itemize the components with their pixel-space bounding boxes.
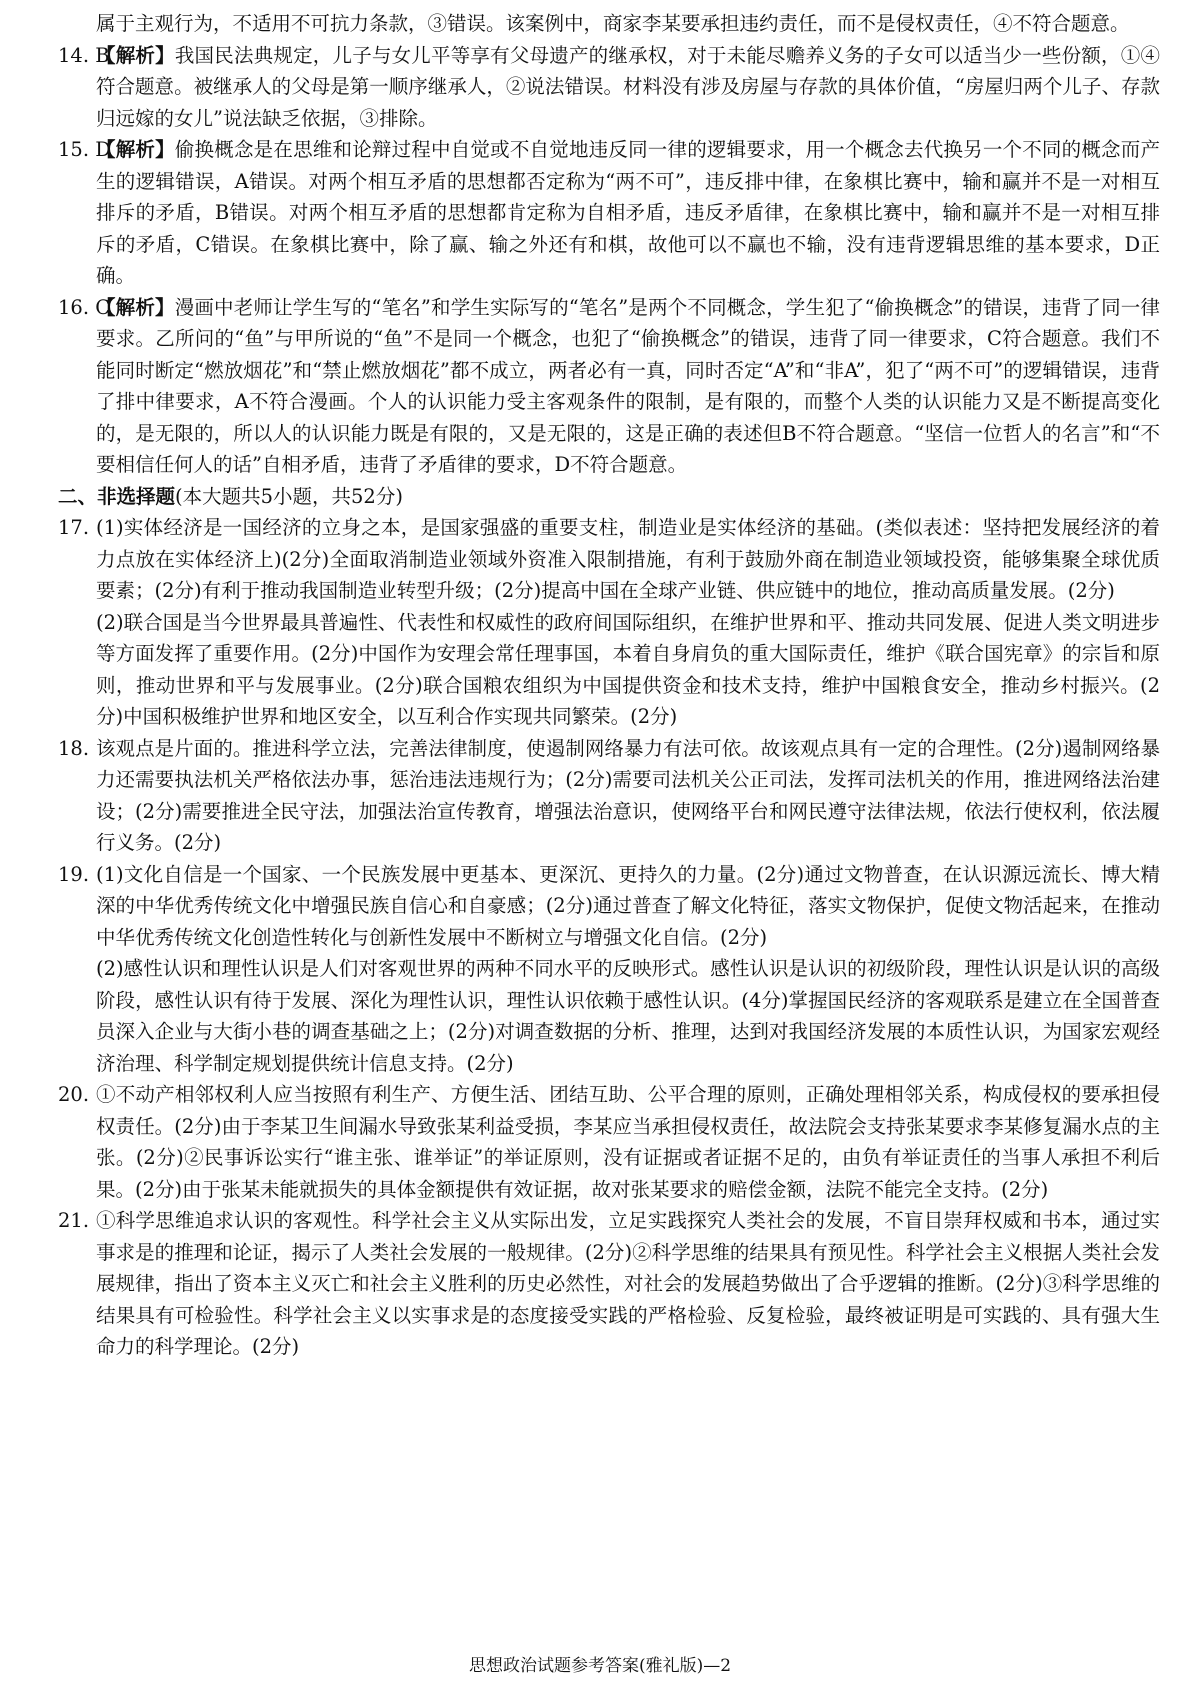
answer-19-part1 [58, 859, 1160, 954]
answer-text: (1)实体经济是一国经济的立身之本，是国家强盛的重要支柱，制造业是实体经济的基础。(类似表述：坚持把发展经济的着力点放在实体经济上)(2分)全面取消制造业领域外资准入限制措施，有利于鼓励外商在制造业领域投资，能够集聚全球优质要素；(2分)有利于推动我国制造业转型升级；(2分)提高中国在全球产业链、供应链中的地位，推动高质量发展。(2分) [96, 516, 1160, 602]
analysis-tag: 【解析】 [96, 138, 175, 161]
answer-19-part2 [58, 953, 1160, 1079]
answer-14 [58, 40, 1160, 135]
answer-text: 该观点是片面的。推进科学立法，完善法律制度，使遏制网络暴力有法可依。故该观点具有一定的合理性。(2分)遏制网络暴力还需要执法机关严格依法办事，惩治违法违规行为；(2分)需要司法机关公正司法，发挥司法机关的作用，推进网络法治建设；(2分)需要推进全民守法，加强法治宣传教育，增强法治意识，使网络平台和网民遵守法律法规，依法行使权利，依法履行义务。(2分) [96, 736, 1160, 854]
answer-text: 我国民法典规定，儿子与女儿平等享有父母遗产的继承权，对于未能尽赡养义务的子女可以适当少一些份额，①④符合题意。被继承人的父母是第一顺序继承人，②说法错误。材料没有涉及房屋与存款的具体价值，“房屋归两个儿子、存款归远嫁的女儿”说法缺乏依据，③排除。 [96, 43, 1160, 130]
answer-text: 偷换概念是在思维和论辩过程中自觉或不自觉地违反同一律的逻辑要求，用一个概念去代换另一个不同的概念而产生的逻辑错误，A错误。对两个相互矛盾的思想都否定称为“两不可”，违反排中律，在象棋比赛中，输和赢并不是一对相互排斥的矛盾，B错误。对两个相互矛盾的思想都肯定称为自相矛盾，违反矛盾律，在象棋比赛中，输和赢并不是一对相互排斥的矛盾，C错误。在象棋比赛中，除了赢、输之外还有和棋，故他可以不赢也不输，没有违背逻辑思维的基本要求，D正确。 [96, 138, 1160, 287]
analysis-tag: 【解析】 [96, 295, 175, 319]
answer-number: 20. [58, 1083, 90, 1106]
answer-number: 19. [58, 862, 90, 886]
answer-number: 17. [58, 516, 90, 539]
section-subtitle: (本大题共5小题，共52分) [175, 484, 403, 508]
answer-text: (1)文化自信是一个国家、一个民族发展中更基本、更深沉、更持久的力量。(2分)通过文物普查，在认识源远流长、博大精深的中华优秀传统文化中增强民族自信心和自豪感；(2分)通过普查了解文化特征，落实文物保护，促使文物活起来，在推动中华优秀传统文化创造性转化与创新性发展中不断树立与增强文化自信。(2分) [96, 862, 1160, 949]
answer-16 [58, 292, 1160, 481]
answer-text: (2)感性认识和理性认识是人们对客观世界的两种不同水平的反映形式。感性认识是认识的初级阶段，理性认识是认识的高级阶段，感性认识有待于发展、深化为理性认识，理性认识依赖于感性认识。(4分)掌握国民经济的客观联系是建立在全国普查员深入企业与大街小巷的调查基础之上；(2分)对调查数据的分析、推理，达到对我国经济发展的本质性认识，为国家宏观经济治理、科学制定规划提供统计信息支持。(2分) [96, 957, 1160, 1075]
answer-number: 14. B [58, 43, 110, 67]
answer-text: (2)联合国是当今世界最具普遍性、代表性和权威性的政府间国际组织，在维护世界和平、推动共同发展、促进人类文明进步等方面发挥了重要作用。(2分)中国作为安理会常任理事国，本着自身肩负的重大国际责任，维护《联合国宪章》的宗旨和原则，推动世界和平与发展事业。(2分)联合国粮农组织为中国提供资金和技术支持，维护中国粮食安全，推动乡村振兴。(2分)中国积极维护世界和地区安全，以互利合作实现共同繁荣。(2分) [96, 610, 1160, 728]
page-footer: 思想政治试题参考答案(雅礼版)—2 [468, 1656, 732, 1676]
answer-17-part1 [58, 512, 1160, 607]
answer-number: 18. [58, 736, 90, 760]
analysis-tag: 【解析】 [96, 43, 175, 67]
section-title: 二、非选择题 [58, 484, 176, 508]
answer-21 [58, 1205, 1160, 1363]
answer-text: ①不动产相邻权利人应当按照有利生产、方便生活、团结互助、公平合理的原则，正确处理相邻关系，构成侵权的要承担侵权责任。(2分)由于李某卫生间漏水导致张某利益受损，李某应当承担侵权责任，故法院会支持张某要求李某修复漏水点的主张。(2分)②民事诉讼实行“谁主张、谁举证”的举证原则，没有证据或者证据不足的，由负有举证责任的当事人承担不利后果。(2分)由于张某未能就损失的具体金额提供有效证据，故对张某要求的赔偿金额，法院不能完全支持。(2分) [96, 1083, 1160, 1201]
answer-18 [58, 733, 1160, 859]
answer-number: 21. [58, 1209, 90, 1232]
section-heading [58, 481, 1160, 513]
answer-text: 漫画中老师让学生写的“笔名”和学生实际写的“笔名”是两个不同概念，学生犯了“偷换概念”的错误，违背了同一律要求。乙所问的“鱼”与甲所说的“鱼”不是同一个概念，也犯了“偷换概念”的错误，违背了同一律要求，C符合题意。我们不能同时断定“燃放烟花”和“禁止燃放烟花”都不成立，两者必有一真，同时否定“A”和“非A”，犯了“两不可”的逻辑错误，违背了排中律要求，A不符合漫画。个人的认识能力受主客观条件的限制，是有限的，而整个人类的认识能力又是不断提高变化的，是无限的，所以人的认识能力既是有限的，又是无限的，这是正确的表述但B不符合题意。“坚信一位哲人的名言”和“不要相信任何人的话”自相矛盾，违背了矛盾律的要求，D不符合题意。 [96, 295, 1160, 476]
answer-13-continued [58, 8, 1160, 40]
answer-number: 16. C [58, 295, 111, 319]
answer-17-part2 [58, 607, 1160, 733]
answer-text: 属于主观行为，不适用不可抗力条款，③错误。该案例中，商家李某要承担违约责任，而不是侵权责任，④不符合题意。 [96, 12, 1130, 35]
answer-number: 15. D [58, 138, 111, 161]
answer-15 [58, 134, 1160, 292]
answer-20 [58, 1079, 1160, 1205]
answer-text: ①科学思维追求认识的客观性。科学社会主义从实际出发，立足实践探究人类社会的发展，不盲目崇拜权威和书本，通过实事求是的推理和论证，揭示了人类社会发展的一般规律。(2分)②科学思维的结果具有预见性。科学社会主义根据人类社会发展规律，指出了资本主义灭亡和社会主义胜利的历史必然性，对社会的发展趋势做出了合乎逻辑的推断。(2分)③科学思维的结果具有可检验性。科学社会主义以实事求是的态度接受实践的严格检验、反复检验，最终被证明是可实践的、具有强大生命力的科学理论。(2分) [96, 1209, 1160, 1358]
